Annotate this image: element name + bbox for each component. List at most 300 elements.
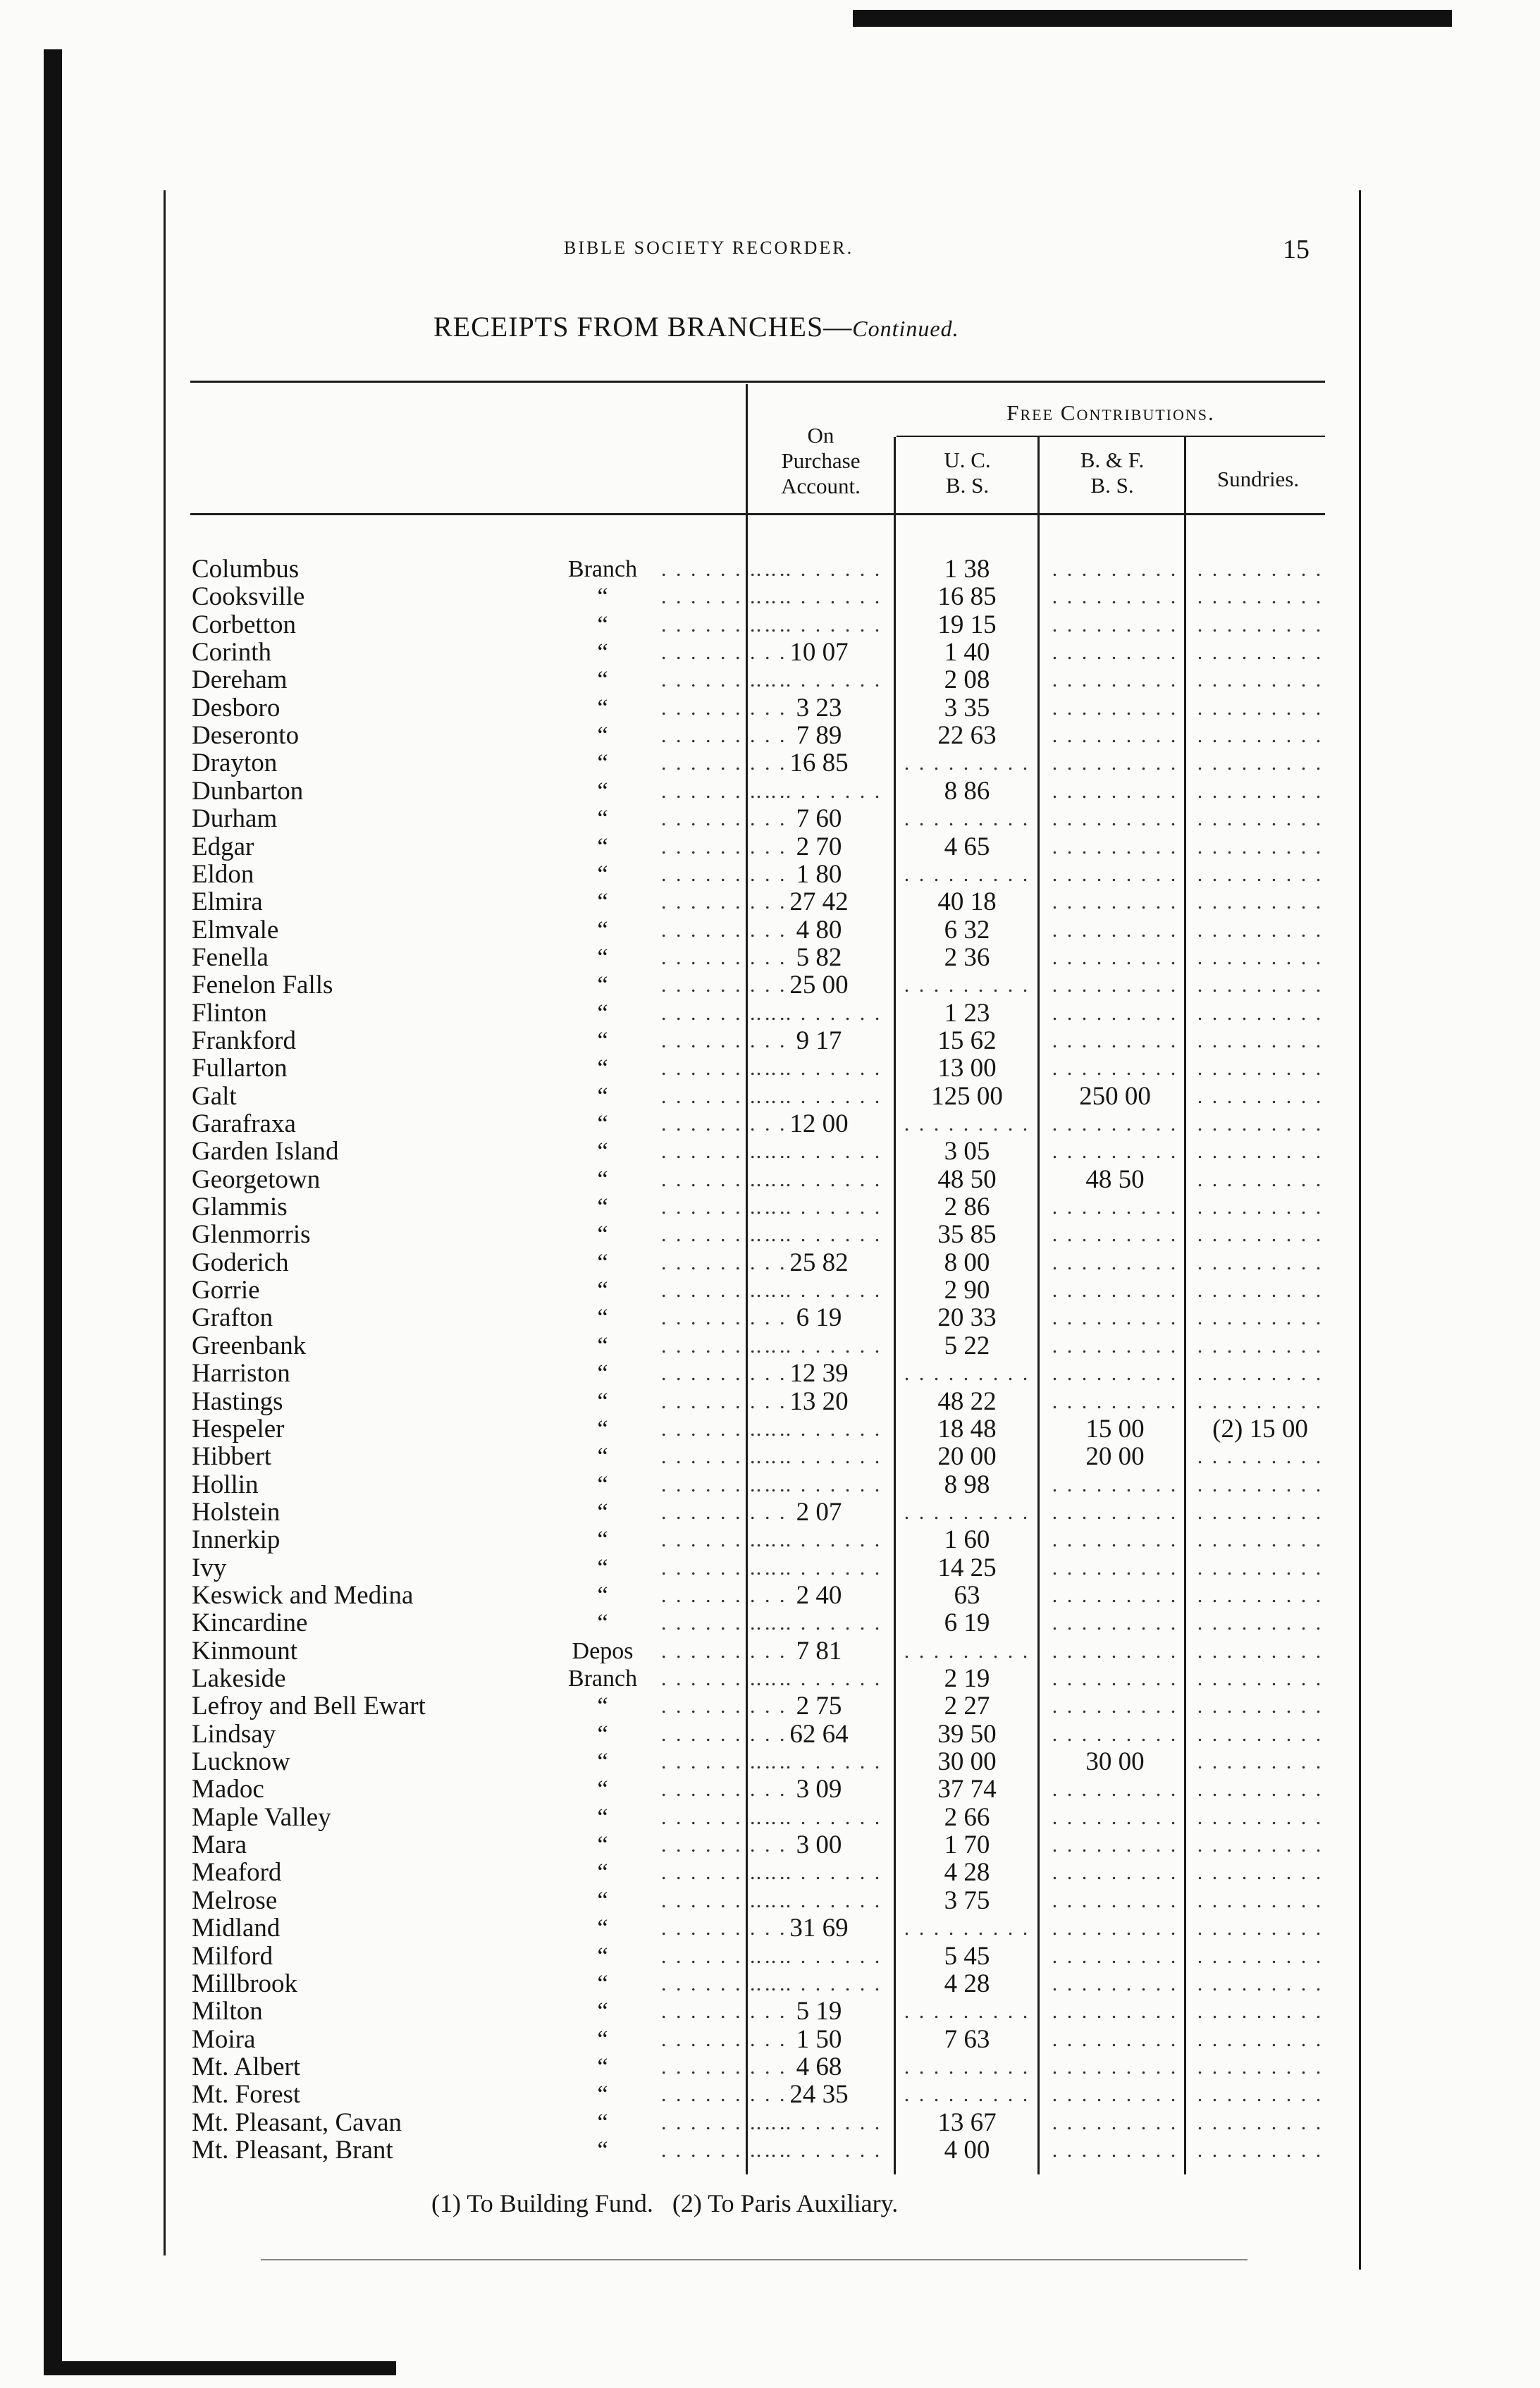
purchase-amount: 12 00 [789, 1109, 849, 1138]
leader-dots: . . . . . . . . . [661, 973, 787, 997]
purchase-amount: . . . . . . . . . [756, 1334, 882, 1358]
sundries-amount: . . . . . . . . . [1197, 1029, 1324, 1052]
sundries-amount: . . . . . . . . . [1197, 1639, 1324, 1663]
sundries-amount: . . . . . . . . . [1197, 1778, 1324, 1801]
sundries-amount: . . . . . . . . . [1197, 946, 1324, 969]
ucbs-amount: 14 25 [937, 1553, 997, 1582]
branch-name: Hibbert [192, 1442, 272, 1471]
branch-name: Lucknow [192, 1747, 290, 1776]
purchase-amount: 25 82 [789, 1248, 849, 1277]
branch-type: “ [597, 834, 608, 860]
table-row [0, 2109, 1540, 2136]
table-row [0, 1360, 1540, 1387]
ucbs-amount: 4 28 [944, 1969, 990, 1998]
leader-dots: . . . . . . . . . [661, 1611, 787, 1635]
purchase-amount: . . . . . . . . . [756, 1168, 882, 1191]
bfbs-amount: . . . . . . . . . [1052, 1473, 1178, 1496]
branch-type: “ [597, 917, 608, 943]
leader-dots: . . . . . . . . . [661, 1057, 787, 1080]
branch-name: Gorrie [192, 1276, 260, 1305]
table-row [0, 916, 1540, 944]
header-on-purchase-line1: On [807, 423, 834, 448]
leader-dots: . . . . . . . . . [661, 1861, 787, 1884]
table-row [0, 1804, 1540, 1831]
purchase-amount: . . . . . . . . . [756, 1417, 882, 1441]
branch-name: Hollin [192, 1470, 259, 1499]
bfbs-amount: . . . . . . . . . [1052, 585, 1178, 608]
bfbs-amount: . . . . . . . . . [1052, 1945, 1178, 1968]
sundries-amount: . . . . . . . . . [1197, 1667, 1324, 1690]
purchase-amount: 2 40 [796, 1581, 842, 1610]
sundries-amount: . . . . . . . . . [1197, 1501, 1324, 1524]
table-row [0, 999, 1540, 1027]
sundries-amount: . . . . . . . . . [1197, 1168, 1324, 1191]
ucbs-amount: 2 19 [944, 1664, 990, 1693]
branch-type: “ [597, 1250, 608, 1276]
table-row [0, 1332, 1540, 1360]
sundries-amount: . . . . . . . . . [1197, 613, 1324, 636]
ucbs-amount: 3 75 [944, 1886, 990, 1915]
branch-name: Grafton [192, 1303, 273, 1332]
bfbs-amount: . . . . . . . . . [1052, 1334, 1178, 1358]
table-row [0, 944, 1540, 971]
branch-type: “ [597, 1333, 608, 1359]
branch-name: Kincardine [192, 1608, 308, 1637]
branch-name: Millbrook [192, 1969, 298, 1998]
leader-dots: . . . . . . . . . [661, 1390, 787, 1413]
purchase-amount: . . . . . . . . . [756, 1667, 882, 1690]
table-row [0, 1554, 1540, 1582]
ucbs-amount: 6 32 [944, 916, 990, 944]
branch-name: Harriston [192, 1359, 290, 1388]
leader-dots: . . . . . . . . . [661, 1916, 787, 1940]
sundries-amount: . . . . . . . . . [1197, 973, 1324, 997]
bfbs-amount: 48 50 [1085, 1165, 1145, 1194]
ucbs-amount: 1 23 [944, 999, 990, 1028]
purchase-amount: . . . . . . . . . [756, 1445, 882, 1468]
purchase-amount: . . . . . . . . . [756, 1806, 882, 1829]
branch-name: Eldon [192, 860, 254, 889]
leader-dots: . . . . . . . . . [661, 1168, 787, 1191]
leader-dots: . . . . . . . . . [661, 863, 787, 886]
sundries-amount: . . . . . . . . . [1197, 1279, 1324, 1302]
ucbs-amount: 2 36 [944, 943, 990, 972]
branch-name: Milford [192, 1942, 273, 1971]
branch-name: Desboro [192, 694, 281, 722]
purchase-amount: 6 19 [796, 1303, 842, 1332]
ucbs-amount: 1 40 [944, 638, 990, 667]
purchase-amount: . . . . . . . . . [756, 613, 882, 636]
leader-dots: . . . . . . . . . [661, 2111, 787, 2134]
branch-name: Durham [192, 804, 278, 833]
table-row [0, 611, 1540, 639]
branch-name: Moira [192, 2025, 256, 2054]
bfbs-amount: . . . . . . . . . [1052, 641, 1178, 664]
branch-name: Ivy [192, 1553, 227, 1582]
leader-dots: . . . . . . . . . [661, 1417, 787, 1441]
table-row [0, 1083, 1540, 1110]
purchase-amount: . . . . . . . . . [756, 2138, 882, 2162]
leader-dots: . . . . . . . . . [661, 2083, 787, 2106]
bfbs-amount: . . . . . . . . . [1052, 2138, 1178, 2162]
ucbs-amount: 13 00 [937, 1054, 997, 1083]
branch-type: “ [597, 1416, 608, 1442]
branch-name: Mara [192, 1830, 247, 1859]
sundries-amount: . . . . . . . . . [1197, 1085, 1324, 1108]
leader-dots: . . . . . . . . . [661, 1251, 787, 1274]
leader-dots: . . . . . . . . . [661, 1694, 787, 1718]
table-row [0, 1388, 1540, 1415]
ucbs-amount: 6 19 [944, 1608, 990, 1637]
sundries-amount: . . . . . . . . . [1197, 2083, 1324, 2106]
leader-dots: . . . . . . . . . [661, 1667, 787, 1690]
bfbs-amount: . . . . . . . . . [1052, 751, 1178, 775]
leader-dots: . . . . . . . . . [661, 946, 787, 969]
purchase-amount: . . . . . . . . . [756, 1528, 882, 1551]
leader-dots: . . . . . . . . . [661, 1279, 787, 1302]
branch-name: Frankford [192, 1026, 296, 1055]
header-bfbs [1042, 448, 1183, 498]
purchase-amount: . . . . . . . . . [756, 1611, 882, 1635]
bfbs-amount: . . . . . . . . . [1052, 780, 1178, 803]
branch-type: “ [597, 1111, 608, 1137]
branch-name: Edgar [192, 832, 254, 861]
sundries-amount: . . . . . . . . . [1197, 1528, 1324, 1551]
ucbs-amount: 3 05 [944, 1137, 990, 1166]
bfbs-amount: . . . . . . . . . [1052, 946, 1178, 969]
purchase-amount: . . . . . . . . . [756, 1556, 882, 1580]
bfbs-amount: . . . . . . . . . [1052, 1195, 1178, 1219]
table-row [0, 1138, 1540, 1165]
branch-type: “ [597, 1138, 608, 1164]
purchase-amount: . . . . . . . . . [756, 1861, 882, 1884]
ucbs-amount: . . . . . . . . . [904, 1362, 1030, 1385]
table-row [0, 833, 1540, 861]
branch-name: Mt. Forest [192, 2080, 301, 2109]
branch-name: Kinmount [192, 1637, 298, 1666]
table-row [0, 805, 1540, 832]
leader-dots: . . . . . . . . . [661, 668, 787, 691]
branch-type: “ [597, 972, 608, 998]
sundries-amount: . . . . . . . . . [1197, 835, 1324, 858]
sundries-amount: . . . . . . . . . [1197, 2000, 1324, 2023]
ucbs-amount: 1 70 [944, 1830, 990, 1859]
page-number: 15 [1283, 235, 1310, 264]
table-row [0, 1887, 1540, 1914]
table-row [0, 1943, 1540, 1970]
sundries-amount: . . . . . . . . . [1197, 1002, 1324, 1025]
branch-type: “ [597, 1832, 608, 1858]
bfbs-amount: . . . . . . . . . [1052, 1778, 1178, 1801]
sundries-amount: . . . . . . . . . [1197, 696, 1324, 720]
bfbs-amount: . . . . . . . . . [1052, 613, 1178, 636]
branch-type: “ [597, 2137, 608, 2163]
leader-dots: . . . . . . . . . [661, 1778, 787, 1801]
branch-type: “ [597, 1721, 608, 1747]
leader-dots: . . . . . . . . . [661, 835, 787, 858]
branch-name: Cooksville [192, 582, 305, 611]
purchase-amount: 7 81 [796, 1637, 842, 1666]
ucbs-amount: 4 00 [944, 2136, 990, 2165]
purchase-amount: 4 80 [796, 916, 842, 944]
branch-type: “ [597, 1888, 608, 1914]
branch-type: “ [597, 612, 608, 638]
ucbs-amount: 19 15 [937, 610, 997, 639]
leader-dots: . . . . . . . . . [661, 2028, 787, 2051]
branch-name: Glammis [192, 1193, 288, 1221]
branch-type: “ [597, 1221, 608, 1248]
ucbs-amount: . . . . . . . . . [904, 2055, 1030, 2079]
table-row [0, 2081, 1540, 2108]
purchase-amount: 12 39 [789, 1359, 849, 1388]
ucbs-amount: 7 63 [944, 2025, 990, 2054]
branch-type: “ [597, 1693, 608, 1719]
branch-type: “ [597, 806, 608, 832]
sundries-amount: . . . . . . . . . [1197, 1889, 1324, 1912]
sundries-amount: . . . . . . . . . [1197, 890, 1324, 913]
branch-type: “ [597, 1028, 608, 1054]
purchase-amount: . . . . . . . . . [756, 558, 882, 581]
ucbs-amount: 1 38 [944, 555, 990, 584]
ucbs-amount: . . . . . . . . . [904, 1112, 1030, 1135]
branch-name: Greenbank [192, 1331, 307, 1360]
branch-type: “ [597, 1943, 608, 1969]
bfbs-amount: . . . . . . . . . [1052, 1611, 1178, 1635]
branch-type: “ [597, 1582, 608, 1608]
purchase-amount: . . . . . . . . . [756, 1195, 882, 1219]
bfbs-amount: . . . . . . . . . [1052, 973, 1178, 997]
branch-type: “ [597, 1555, 608, 1581]
ucbs-amount: 48 22 [937, 1387, 997, 1416]
ucbs-amount: 2 90 [944, 1276, 990, 1305]
branch-name: Lindsay [192, 1720, 276, 1749]
table-row [0, 1998, 1540, 2025]
leader-dots: . . . . . . . . . [661, 807, 787, 830]
branch-name: Deseronto [192, 721, 300, 750]
ucbs-amount: 13 67 [937, 2108, 997, 2137]
branch-type: “ [597, 1277, 608, 1303]
branch-name: Lefroy and Bell Ewart [192, 1692, 426, 1721]
branch-type: “ [597, 1859, 608, 1885]
table-row [0, 861, 1540, 888]
table-row [0, 1637, 1540, 1665]
branch-type: “ [597, 1804, 608, 1830]
branch-name: Georgetown [192, 1165, 321, 1194]
bfbs-amount: . . . . . . . . . [1052, 2055, 1178, 2079]
branch-name: Holstein [192, 1498, 281, 1527]
ucbs-amount: 5 22 [944, 1331, 990, 1360]
header-bottom-rule [190, 513, 1325, 515]
leader-dots: . . . . . . . . . [661, 1362, 787, 1385]
table-row [0, 1249, 1540, 1276]
table-row [0, 1582, 1540, 1609]
purchase-amount: . . . . . . . . . [756, 585, 882, 608]
purchase-amount: 27 42 [789, 887, 849, 916]
branch-name: Columbus [192, 555, 300, 584]
table-row [0, 1748, 1540, 1775]
table-row [0, 1831, 1540, 1859]
leader-dots: . . . . . . . . . [661, 613, 787, 636]
leader-dots: . . . . . . . . . [661, 780, 787, 803]
table-row [0, 1526, 1540, 1553]
bfbs-amount: . . . . . . . . . [1052, 835, 1178, 858]
bfbs-amount: . . . . . . . . . [1052, 1251, 1178, 1274]
header-ucbs-line2: B. S. [945, 473, 990, 498]
bfbs-amount: . . . . . . . . . [1052, 1833, 1178, 1857]
table-row [0, 1859, 1540, 1886]
sundries-amount: . . . . . . . . . [1197, 1972, 1324, 1995]
sundries-amount: . . . . . . . . . [1197, 1362, 1324, 1385]
branch-name: Madoc [192, 1775, 264, 1804]
table-row [0, 1221, 1540, 1248]
ucbs-amount: 4 28 [944, 1858, 990, 1887]
purchase-amount: . . . . . . . . . [756, 1002, 882, 1025]
leader-dots: . . . . . . . . . [661, 1750, 787, 1773]
ucbs-amount: 35 85 [937, 1220, 997, 1249]
branch-name: Fenella [192, 943, 269, 972]
table-row [0, 1027, 1540, 1054]
purchase-amount: 25 00 [789, 971, 849, 999]
header-free-contributions: Free Contributions. [1006, 400, 1215, 425]
table-row [0, 1721, 1540, 1748]
branch-type: “ [597, 1167, 608, 1193]
purchase-amount: 2 07 [796, 1498, 842, 1527]
purchase-amount: . . . . . . . . . [756, 668, 882, 691]
sundries-amount: . . . . . . . . . [1197, 1140, 1324, 1163]
ucbs-amount: . . . . . . . . . [904, 807, 1030, 830]
branch-name: Glenmorris [192, 1220, 311, 1249]
leader-dots: . . . . . . . . . [661, 1195, 787, 1219]
ucbs-amount: 5 45 [944, 1942, 990, 1971]
sundries-amount: . . . . . . . . . [1197, 807, 1324, 830]
branch-name: Mt. Albert [192, 2052, 301, 2081]
ucbs-amount: 48 50 [937, 1165, 997, 1194]
ucbs-amount: . . . . . . . . . [904, 1501, 1030, 1524]
bfbs-amount: . . . . . . . . . [1052, 1806, 1178, 1829]
bfbs-amount: . . . . . . . . . [1052, 1362, 1178, 1385]
bfbs-amount: . . . . . . . . . [1052, 1057, 1178, 1080]
branch-name: Mt. Pleasant, Cavan [192, 2108, 402, 2137]
bfbs-amount: . . . . . . . . . [1052, 1556, 1178, 1580]
leader-dots: . . . . . . . . . [661, 1806, 787, 1829]
table-row [0, 777, 1540, 805]
branch-name: Hastings [192, 1387, 283, 1416]
bfbs-amount: . . . . . . . . . [1052, 1861, 1178, 1884]
free-contrib-rule [897, 436, 1325, 437]
table-row [0, 1276, 1540, 1304]
leader-dots: . . . . . . . . . [661, 1445, 787, 1468]
header-on-purchase-line2: Purchase [781, 448, 861, 473]
table-row [0, 722, 1540, 749]
table-row [0, 1054, 1540, 1082]
header-bfbs-line1: B. & F. [1080, 448, 1145, 472]
sundries-amount: . . . . . . . . . [1197, 1806, 1324, 1829]
table-row [0, 1443, 1540, 1470]
branch-name: Lakeside [192, 1664, 286, 1693]
sundries-amount: . . . . . . . . . [1197, 724, 1324, 747]
sundries-amount: . . . . . . . . . [1197, 1473, 1324, 1496]
sundries-amount: . . . . . . . . . [1197, 1750, 1324, 1773]
leader-dots: . . . . . . . . . [661, 1584, 787, 1607]
table-row [0, 971, 1540, 999]
branch-type: “ [597, 1472, 608, 1498]
bfbs-amount: . . . . . . . . . [1052, 1390, 1178, 1413]
bfbs-amount: . . . . . . . . . [1052, 1279, 1178, 1302]
purchase-amount: 2 70 [796, 832, 842, 861]
branch-type: “ [597, 1444, 608, 1470]
table-row [0, 1609, 1540, 1637]
ucbs-amount: 2 86 [944, 1193, 990, 1221]
table-row [0, 2136, 1540, 2164]
sundries-amount: . . . . . . . . . [1197, 2055, 1324, 2079]
bfbs-amount: 20 00 [1085, 1442, 1145, 1471]
table-row [0, 1110, 1540, 1138]
bfbs-amount: . . . . . . . . . [1052, 1528, 1178, 1551]
branch-type: “ [597, 1998, 608, 2024]
bfbs-amount: 30 00 [1085, 1747, 1145, 1776]
running-title: BIBLE SOCIETY RECORDER. [564, 238, 854, 258]
page-edge-top [853, 10, 1452, 27]
ucbs-amount: 125 00 [931, 1082, 1003, 1111]
sundries-amount: . . . . . . . . . [1197, 1306, 1324, 1329]
branch-name: Goderich [192, 1248, 289, 1277]
sundries-amount: . . . . . . . . . [1197, 1723, 1324, 1746]
leader-dots: . . . . . . . . . [661, 1002, 787, 1025]
leader-dots: . . . . . . . . . [661, 2000, 787, 2023]
table-row [0, 666, 1540, 694]
header-top-rule [190, 381, 1325, 383]
sundries-amount: . . . . . . . . . [1197, 1251, 1324, 1274]
sundries-amount: . . . . . . . . . [1197, 1833, 1324, 1857]
bfbs-amount: . . . . . . . . . [1052, 863, 1178, 886]
branch-type: “ [597, 1389, 608, 1415]
purchase-amount: 1 50 [796, 2025, 842, 2054]
branch-type: “ [597, 944, 608, 971]
leader-dots: . . . . . . . . . [661, 1833, 787, 1857]
leader-dots: . . . . . . . . . [661, 2138, 787, 2162]
sundries-amount: . . . . . . . . . [1197, 1556, 1324, 1580]
table-row [0, 1166, 1540, 1193]
branch-name: Corinth [192, 638, 272, 667]
branch-type: “ [597, 1499, 608, 1525]
table-row [0, 1471, 1540, 1498]
bfbs-amount: . . . . . . . . . [1052, 1223, 1178, 1246]
table-row [0, 583, 1540, 610]
bfbs-amount: . . . . . . . . . [1052, 1723, 1178, 1746]
sundries-amount: . . . . . . . . . [1197, 751, 1324, 775]
table-row [0, 1304, 1540, 1331]
table-row [0, 1193, 1540, 1221]
ucbs-amount: 2 08 [944, 665, 990, 694]
sundries-amount: . . . . . . . . . [1197, 1445, 1324, 1468]
branch-type: “ [597, 722, 608, 749]
header-ucbs [899, 448, 1036, 498]
branch-name: Elmvale [192, 916, 279, 944]
leader-dots: . . . . . . . . . [661, 1473, 787, 1496]
bfbs-amount: . . . . . . . . . [1052, 1667, 1178, 1690]
branch-name: Innerkip [192, 1525, 281, 1554]
branch-type: Branch [567, 556, 638, 582]
purchase-amount: 7 89 [796, 721, 842, 750]
branch-type: “ [597, 667, 608, 693]
sundries-amount: . . . . . . . . . [1197, 918, 1324, 942]
bfbs-amount: . . . . . . . . . [1052, 807, 1178, 830]
branch-name: Milton [192, 1997, 263, 2026]
header-sundries: Sundries. [1216, 467, 1300, 491]
purchase-amount: . . . . . . . . . [756, 1750, 882, 1773]
sundries-amount: . . . . . . . . . [1197, 1916, 1324, 1940]
table-row [0, 1415, 1540, 1443]
